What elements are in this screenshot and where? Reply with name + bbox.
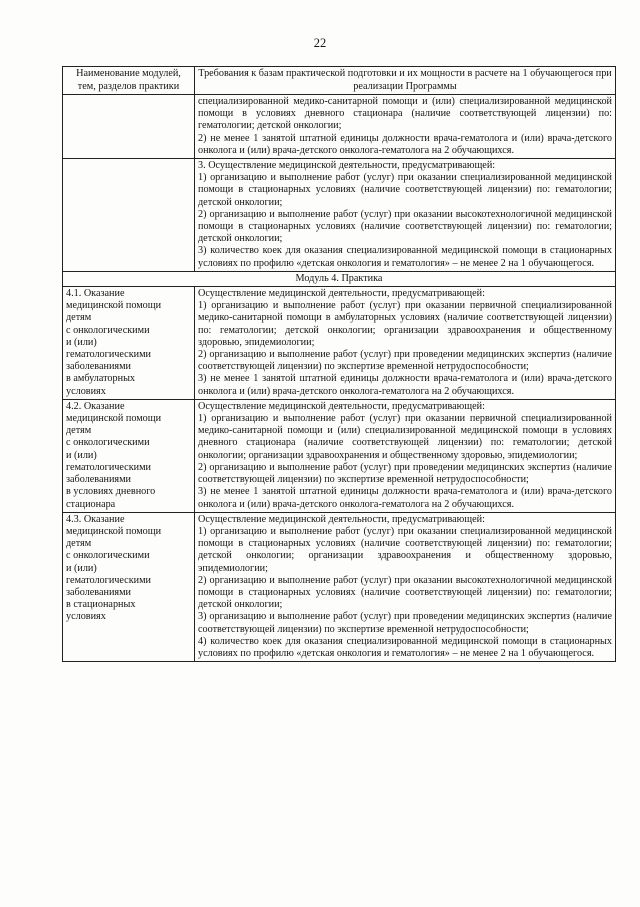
header-modules: Наименование модулей, тем, разделов практики xyxy=(63,67,195,95)
continuation-row xyxy=(63,95,616,159)
module-label-cell xyxy=(63,287,195,400)
module-title-row xyxy=(63,271,616,286)
paragraph: 2) организацию и выполнение работ (услуг) при оказании высокотехнологичной медицинской помощи в стационарных условиях (наличие соответствующей лицензии) по: гематологии; детской онкологии; xyxy=(198,208,612,245)
table-header-row xyxy=(63,67,616,95)
table-row-4-2 xyxy=(63,399,616,512)
continuation-row-2 xyxy=(63,159,616,272)
paragraph: 1) организацию и выполнение работ (услуг) при оказании первичной специализированной медико-санитарной помощи и (или) специализированной медицинской помощи в условиях дневного стационара (наличие соответствующей лицензии) по: гематологии; детской онкологии; организации здравоохранения и общественному здоровью, эпидемиологии; xyxy=(198,413,612,461)
paragraph: 2) организацию и выполнение работ (услуг) при проведении медицинских экспертиз (наличие соответствующей лицензии) по экспертизе временной нетрудоспособности; xyxy=(198,349,612,373)
paragraph: 2) не менее 1 занятой штатной единицы должности врача-гематолога и (или) врача-детского онколога и (или) врача-детского онколога-гематолога на 2 обучающихся. xyxy=(198,132,612,156)
paragraph: 1) организацию и выполнение работ (услуг) при оказании первичной специализированной медико-санитарной помощи в амбулаторных условиях (наличие соответствующей лицензии) по: гематологии; детской онкологии; организации здравоохранения и общественному здоровью, эпидемиологии; xyxy=(198,300,612,348)
continuation-empty-cell xyxy=(63,95,195,159)
module-label: 4.3. Оказание медицинской помощи детям с онкологическими и (или) гематологическими заболеваниями в стационарных условиях xyxy=(66,513,162,623)
page-number: 22 xyxy=(313,36,327,50)
paragraph: 1) организацию и выполнение работ (услуг) при оказании специализированной медицинской помощи в стационарных условиях (наличие соответствующей лицензии) по: гематологии; детской онкологии; xyxy=(198,172,612,208)
paragraph: 3) организацию и выполнение работ (услуг) при проведении медицинских экспертиз (наличие соответствующей лицензии) по экспертизе временной нетрудоспособности; xyxy=(198,611,612,635)
table-row-4-3 xyxy=(63,512,616,661)
paragraph: Осуществление медицинской деятельности, предусматривающей: xyxy=(198,400,485,412)
paragraph: 3) не менее 1 занятой штатной единицы должности врача-гематолога и (или) врача-детского онколога и (или) врача-детского онколога-гематолога на 2 обучающихся. xyxy=(198,373,612,397)
paragraph: 1) организацию и выполнение работ (услуг) при оказании специализированной медицинской помощи в стационарных условиях (наличие соответствующей лицензии) по: гематологии; детской онкологии; организации здравоохранения и общественному здоровью, эпидемиологии; xyxy=(198,525,612,574)
continuation-requirements xyxy=(195,95,616,159)
table-row-4-1 xyxy=(63,287,616,400)
requirements-cell xyxy=(195,399,616,512)
continuation-block-1 xyxy=(198,96,612,157)
paragraph: 3. Осуществление медицинской деятельности, предусматривающей: xyxy=(198,160,496,172)
paragraph: 3) не менее 1 занятой штатной единицы должности врача-гематолога и (или) врача-детского онколога и (или) врача-детского онколога-гематолога на 2 обучающихся. xyxy=(198,486,612,510)
practice-bases-table xyxy=(62,66,616,662)
module-label-cell xyxy=(63,512,195,661)
continuation-requirements-2 xyxy=(195,159,616,272)
paragraph: Осуществление медицинской деятельности, предусматривающей: xyxy=(198,513,485,525)
paragraph: 2) организацию и выполнение работ (услуг) при оказании высокотехнологичной медицинской помощи в стационарных условиях (наличие соответствующей лицензии) по: гематологии; детской онкологии; xyxy=(198,574,612,611)
paragraph: Осуществление медицинской деятельности, предусматривающей: xyxy=(198,288,485,300)
module-title: Модуль 4. Практика xyxy=(63,271,616,286)
continuation-empty-cell xyxy=(63,159,195,272)
module-label-cell xyxy=(63,399,195,512)
module-label: 4.2. Оказание медицинской помощи детям с онкологическими и (или) гематологическими заболеваниями в условиях дневного стационара xyxy=(66,400,162,510)
requirements-cell xyxy=(195,287,616,400)
paragraph: специализированной медико-санитарной помощи и (или) специализированной медицинской помощи в условиях дневного стационара (наличие соответствующей лицензии) по: гематологии; детской онкологии; xyxy=(198,96,612,132)
paragraph: 3) количество коек для оказания специализированной медицинской помощи в стационарных условиях по профилю «детская онкология и гематология» – не менее 2 на 1 обучающегося. xyxy=(198,245,612,269)
paragraph: 4) количество коек для оказания специализированной медицинской помощи в стационарных условиях по профилю «детская онкология и гематология» – не менее 2 на 1 обучающегося. xyxy=(198,635,612,659)
header-requirements: Требования к базам практической подготовки и их мощности в расчете на 1 обучающегося при реализации Программы xyxy=(195,67,616,95)
module-label: 4.1. Оказание медицинской помощи детям с онкологическими и (или) гематологическими заболеваниями в амбулаторных условиях xyxy=(66,288,162,397)
paragraph: 2) организацию и выполнение работ (услуг) при проведении медицинских экспертиз (наличие соответствующей лицензии) по экспертизе временной нетрудоспособности; xyxy=(198,461,612,486)
requirements-cell xyxy=(195,512,616,661)
